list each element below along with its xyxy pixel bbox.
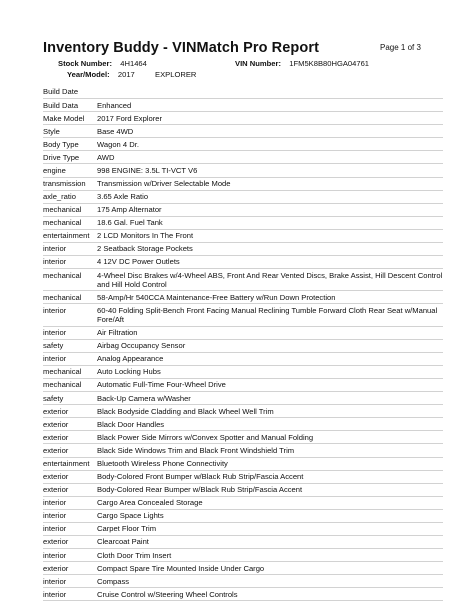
vin-number-value: 1FM5K8B80HGA04761 — [289, 59, 370, 68]
feature-row — [43, 138, 443, 151]
feature-category: exterior — [43, 485, 69, 495]
feature-description: 2 LCD Monitors In The Front — [97, 231, 194, 241]
feature-description: Carpet Floor Trim — [97, 524, 157, 534]
feature-category: interior — [43, 305, 67, 315]
feature-row — [43, 164, 443, 177]
feature-row — [43, 523, 443, 536]
feature-row — [43, 86, 443, 99]
feature-row — [43, 99, 443, 112]
feature-row — [43, 497, 443, 510]
feature-category: transmission — [43, 178, 86, 188]
feature-row — [43, 125, 443, 138]
feature-description: Body-Colored Front Bumper w/Black Rub Strip/Fascia Accent — [97, 472, 304, 482]
feature-description: 2017 Ford Explorer — [97, 113, 163, 123]
feature-description: Transmission w/Driver Selectable Mode — [97, 178, 231, 188]
feature-row — [43, 418, 443, 431]
vin-number-field — [235, 59, 369, 68]
feature-description: Cloth Door Trim Insert — [97, 550, 172, 560]
year-value: 2017 — [117, 70, 135, 79]
feature-row — [43, 536, 443, 549]
feature-row — [43, 217, 443, 230]
vin-number-label: VIN Number: — [235, 59, 281, 68]
feature-description: 3.65 Axle Ratio — [97, 192, 149, 202]
feature-category: axle_ratio — [43, 192, 76, 202]
feature-category: exterior — [43, 563, 69, 573]
feature-category: interior — [43, 328, 67, 338]
feature-row — [43, 340, 443, 353]
feature-row — [43, 405, 443, 418]
feature-category: interior — [43, 511, 67, 521]
feature-category: interior — [43, 550, 67, 560]
feature-row — [43, 178, 443, 191]
feature-row — [43, 575, 443, 588]
feature-category: interior — [43, 244, 67, 254]
feature-description: Black Power Side Mirrors w/Convex Spotter and Manual Folding — [97, 432, 314, 442]
stock-number-value: 4H1464 — [120, 59, 147, 68]
feature-description: Wagon 4 Dr. — [97, 139, 139, 149]
feature-description: Black Door Handles — [97, 419, 165, 429]
feature-description: 58-Amp/Hr 540CCA Maintenance-Free Battery w/Run Down Protection — [97, 292, 336, 302]
feature-description: Air Filtration — [97, 328, 138, 338]
feature-row — [43, 484, 443, 497]
feature-category: mechanical — [43, 218, 82, 228]
feature-description: 4-Wheel Disc Brakes w/4-Wheel ABS, Front And Rear Vented Discs, Brake Assist, Hill Descent Control and Hill Hold Control — [97, 270, 443, 289]
feature-category: entertainment — [43, 231, 90, 241]
feature-row — [43, 191, 443, 204]
year-model-field — [67, 70, 196, 79]
feature-description: Black Bodyside Cladding and Black Wheel Well Trim — [97, 406, 274, 416]
feature-row — [43, 431, 443, 444]
feature-row — [43, 353, 443, 366]
feature-description: Clearcoat Paint — [97, 537, 149, 547]
feature-description: Back-Up Camera w/Washer — [97, 393, 191, 403]
stock-number-field — [58, 59, 147, 68]
feature-category: mechanical — [43, 292, 82, 302]
feature-category: Build Data — [43, 100, 79, 110]
feature-description: 4 12V DC Power Outlets — [97, 257, 180, 267]
feature-row — [43, 379, 443, 392]
feature-row — [43, 304, 443, 326]
feature-description: Body-Colored Rear Bumper w/Black Rub Strip/Fascia Accent — [97, 485, 303, 495]
feature-row — [43, 243, 443, 256]
feature-row — [43, 151, 443, 164]
feature-row — [43, 458, 443, 471]
feature-description: Bluetooth Wireless Phone Connectivity — [97, 458, 228, 468]
feature-category: exterior — [43, 472, 69, 482]
feature-row — [43, 112, 443, 125]
feature-description: 18.6 Gal. Fuel Tank — [97, 218, 163, 228]
feature-description: 998 ENGINE: 3.5L TI-VCT V6 — [97, 165, 198, 175]
feature-description: Cargo Space Lights — [97, 511, 164, 521]
feature-category: safety — [43, 341, 64, 351]
feature-category: interior — [43, 354, 67, 364]
feature-row — [43, 444, 443, 457]
feature-description: Compact Spare Tire Mounted Inside Under Cargo — [97, 563, 265, 573]
feature-description: Auto Locking Hubs — [97, 367, 161, 377]
model-value: EXPLORER — [155, 70, 197, 79]
feature-category: interior — [43, 257, 67, 267]
report-title: Inventory Buddy - VINMatch Pro Report — [43, 40, 319, 56]
feature-category: mechanical — [43, 205, 82, 215]
feature-description: 175 Amp Alternator — [97, 205, 162, 215]
feature-category: mechanical — [43, 380, 82, 390]
feature-description: AWD — [97, 152, 115, 162]
feature-category: exterior — [43, 406, 69, 416]
feature-row — [43, 549, 443, 562]
feature-description: Black Side Windows Trim and Black Front Windshield Trim — [97, 445, 295, 455]
feature-description: Base 4WD — [97, 126, 134, 136]
feature-row — [43, 588, 443, 601]
feature-category: Build Date — [43, 87, 79, 97]
feature-description: 2 Seatback Storage Pockets — [97, 244, 193, 254]
feature-description: 60-40 Folding Split-Bench Front Facing Manual Reclining Tumble Forward Cloth Rear Seat w/Manual Fore/Aft — [97, 305, 438, 325]
feature-category: Drive Type — [43, 152, 80, 162]
feature-description: Cargo Area Concealed Storage — [97, 498, 203, 508]
feature-description — [97, 87, 443, 96]
feature-row — [43, 230, 443, 243]
feature-category: exterior — [43, 419, 69, 429]
feature-description: Enhanced — [97, 100, 132, 110]
feature-row — [43, 204, 443, 217]
feature-category: interior — [43, 589, 67, 599]
feature-category: Body Type — [43, 139, 79, 149]
feature-category: exterior — [43, 445, 69, 455]
stock-number-label: Stock Number: — [58, 59, 113, 68]
feature-description: Analog Appearance — [97, 354, 164, 364]
page-number: Page 1 of 3 — [380, 43, 421, 52]
feature-category: engine — [43, 165, 66, 175]
feature-row — [43, 510, 443, 523]
feature-row — [43, 392, 443, 405]
vehicle-feature-list — [43, 86, 443, 601]
feature-row — [43, 562, 443, 575]
feature-category: interior — [43, 498, 67, 508]
year-model-label: Year/Model: — [67, 70, 110, 79]
feature-category: Make Model — [43, 113, 85, 123]
feature-row — [43, 366, 443, 379]
feature-category: mechanical — [43, 270, 82, 280]
feature-category: Style — [43, 126, 60, 136]
feature-category: exterior — [43, 432, 69, 442]
feature-row — [43, 327, 443, 340]
feature-row — [43, 269, 443, 291]
feature-description: Airbag Occupancy Sensor — [97, 341, 186, 351]
feature-category: mechanical — [43, 367, 82, 377]
feature-description: Compass — [97, 576, 130, 586]
feature-category: exterior — [43, 537, 69, 547]
feature-category: entertainment — [43, 458, 90, 468]
feature-category: safety — [43, 393, 64, 403]
feature-description: Cruise Control w/Steering Wheel Controls — [97, 589, 238, 599]
feature-description: Automatic Full-Time Four-Wheel Drive — [97, 380, 226, 390]
feature-category: interior — [43, 524, 67, 534]
feature-category: interior — [43, 576, 67, 586]
feature-row — [43, 471, 443, 484]
feature-row — [43, 291, 443, 304]
feature-row — [43, 256, 443, 269]
